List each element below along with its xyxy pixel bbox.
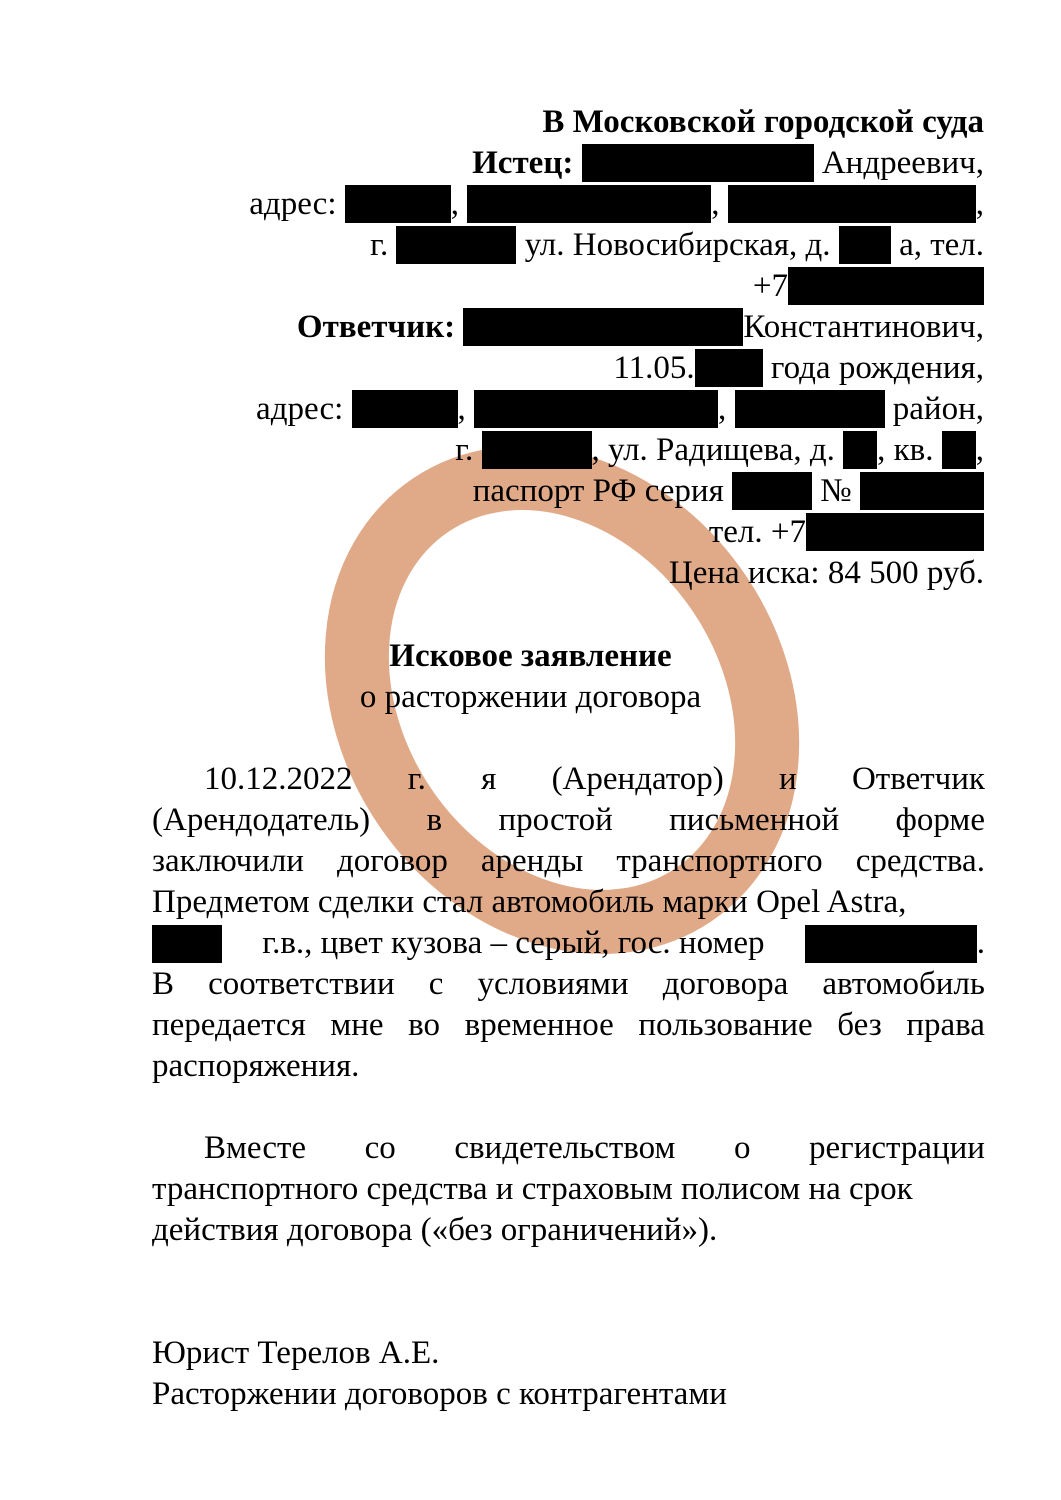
- word: условиями: [477, 966, 629, 1002]
- defendant-address-line: [256, 389, 984, 430]
- body-line: [152, 1005, 985, 1046]
- plaintiff-patronymic: Андреевич,: [821, 145, 984, 181]
- word: простой: [498, 802, 613, 838]
- comma: ,: [457, 391, 466, 427]
- passport-label: паспорт РФ серия: [472, 473, 724, 509]
- period: .: [976, 925, 985, 961]
- word: договора: [662, 966, 789, 1002]
- redaction-bar: [474, 390, 718, 428]
- phone-prefix: +7: [752, 268, 788, 304]
- word: в: [426, 802, 443, 838]
- word: во: [408, 1007, 441, 1043]
- district: район,: [892, 391, 984, 427]
- word: без: [837, 1007, 882, 1043]
- redaction-bar: [788, 267, 984, 305]
- word: права: [906, 1007, 985, 1043]
- court-name: В Московской городской суда: [542, 104, 984, 140]
- word: временное: [464, 1007, 614, 1043]
- word: письменной: [669, 802, 840, 838]
- city-prefix: г.: [455, 432, 474, 468]
- body-line-vehicle: [152, 923, 985, 964]
- word: я: [481, 761, 497, 797]
- birth-suffix: года рождения,: [770, 350, 984, 386]
- claim-price: Цена иска: 84 500 руб.: [668, 555, 984, 591]
- redaction-bar: [345, 185, 451, 223]
- redaction-bar: [695, 349, 763, 387]
- document-title: Исковое заявление: [389, 638, 672, 674]
- word: (Арендодатель): [152, 802, 371, 838]
- redaction-bar: [582, 144, 814, 182]
- redaction-bar: [482, 431, 592, 469]
- defendant-street: , ул. Радищева, д.: [591, 432, 835, 468]
- document-subtitle: о расторжении договора: [359, 679, 702, 715]
- author: Юрист Терелов А.Е.: [152, 1335, 440, 1371]
- redaction-bar: [467, 185, 711, 223]
- defendant-label: Ответчик:: [296, 309, 456, 345]
- word: со: [364, 1130, 396, 1166]
- redaction-bar: [732, 472, 812, 510]
- redaction-bar: [735, 390, 885, 428]
- word: Ответчик: [851, 761, 985, 797]
- word: передается: [152, 1007, 306, 1043]
- word: регистрации: [809, 1130, 985, 1166]
- comma: ,: [975, 432, 984, 468]
- comma: ,: [450, 186, 459, 222]
- number-sign: №: [820, 473, 852, 509]
- redaction-bar: [860, 472, 984, 510]
- body-line: [204, 1128, 985, 1169]
- address-label: адрес:: [249, 186, 337, 222]
- word: и: [779, 761, 797, 797]
- word: пользование: [638, 1007, 813, 1043]
- plaintiff-address-line: [249, 184, 984, 225]
- defendant-phone-line: [709, 512, 984, 553]
- plate-group: [805, 923, 985, 964]
- word: мне: [330, 1007, 384, 1043]
- comma: ,: [718, 391, 727, 427]
- redaction-bar: [839, 226, 891, 264]
- redaction-bar: [352, 390, 458, 428]
- department: Расторжении договоров с контрагентами: [152, 1376, 727, 1412]
- birth-prefix: 11.05.: [613, 350, 695, 386]
- word: заключили: [152, 843, 304, 879]
- word: форме: [895, 802, 985, 838]
- word: транспортного: [616, 843, 823, 879]
- body-line: [204, 759, 985, 800]
- word: В: [152, 966, 175, 1002]
- word: соответствии: [208, 966, 395, 1002]
- body-line: распоряжения.: [152, 1048, 360, 1084]
- redaction-bar: [728, 185, 976, 223]
- word: автомобиль: [822, 966, 985, 1002]
- defendant-line: [297, 307, 984, 348]
- word: свидетельством: [454, 1130, 676, 1166]
- redaction-bar: [463, 308, 743, 346]
- plaintiff-street: ул. Новосибирская, д.: [524, 227, 831, 263]
- redaction-bar: [805, 925, 977, 963]
- redaction-bar: [152, 925, 222, 963]
- plaintiff-house-suffix: а, тел.: [899, 227, 984, 263]
- comma: ,: [711, 186, 720, 222]
- plaintiff-street-line: [370, 225, 984, 266]
- vehicle-details: г.в., цвет кузова – серый, гос. номер: [262, 925, 765, 961]
- defendant-birth-line: [613, 348, 984, 389]
- word: г.: [407, 761, 426, 797]
- redaction-bar: [942, 431, 976, 469]
- redaction-bar: [806, 513, 984, 551]
- word: (Арендатор): [551, 761, 724, 797]
- apartment-label: , кв.: [877, 432, 934, 468]
- comma: ,: [975, 186, 984, 222]
- passport-line: [473, 471, 984, 512]
- body-line: [152, 800, 985, 841]
- word: средства.: [855, 843, 985, 879]
- defendant-street-line: [455, 430, 984, 471]
- phone-label: тел. +7: [708, 514, 806, 550]
- word: о: [733, 1130, 751, 1166]
- plaintiff-phone-line: [753, 266, 984, 307]
- body-line: транспортного средства и страховым полисом на срок: [152, 1171, 913, 1207]
- word: Вместе: [204, 1130, 307, 1166]
- word: 10.12.2022: [204, 761, 353, 797]
- redaction-bar: [843, 431, 877, 469]
- word: аренды: [480, 843, 584, 879]
- body-line: [152, 964, 985, 1005]
- plaintiff-line: [472, 143, 984, 184]
- word: с: [428, 966, 444, 1002]
- plaintiff-label: Истец:: [472, 145, 574, 181]
- body-line: [152, 841, 985, 882]
- city-prefix: г.: [370, 227, 389, 263]
- body-line: Предметом сделки стал автомобиль марки Opel Astra,: [152, 884, 907, 920]
- body-line: действия договора («без ограничений»).: [152, 1212, 718, 1248]
- address-label: адрес:: [256, 391, 344, 427]
- word: договор: [337, 843, 448, 879]
- redaction-bar: [396, 226, 516, 264]
- defendant-patronymic: Константинович,: [743, 309, 984, 345]
